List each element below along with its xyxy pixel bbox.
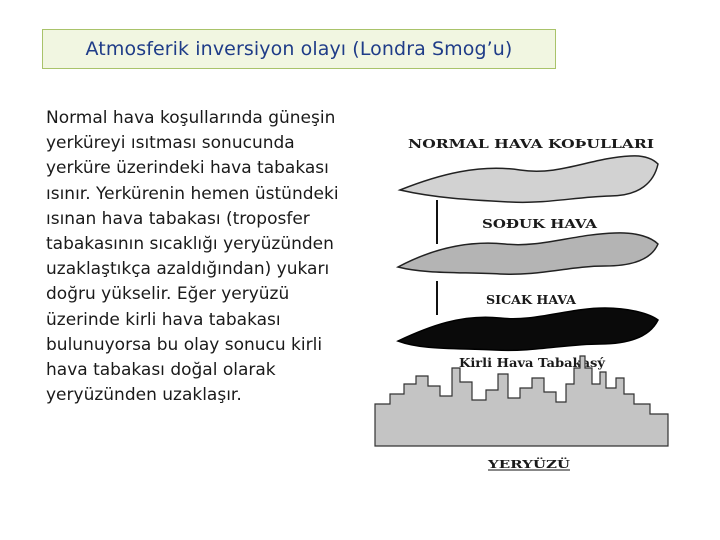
body-line: hava tabakası doğal olarak <box>46 360 276 381</box>
body-line: ısınır. Yerkürenin hemen üstündeki <box>46 183 339 204</box>
body-line: yerküreyi ısıtması sonucunda <box>46 133 295 154</box>
hot-air-label: SICAK HAVA <box>486 293 577 307</box>
body-line: uzaklaştıkça azaldığından) yukarı <box>46 259 330 280</box>
normal-conditions-label: NORMAL HAVA KOÞULLARI <box>408 136 655 151</box>
polluted-air-label: Kirli Hava Tabakasý <box>459 356 607 370</box>
cold-air-layer <box>400 156 658 202</box>
body-line: Normal hava koşullarında güneşin <box>46 108 336 128</box>
body-line: bulunuyorsa bu olay sonucu kirli <box>46 334 323 355</box>
ground-label: YERYÜZÜ <box>486 457 570 471</box>
cold-air-label: SOÐUK HAVA <box>482 217 598 231</box>
body-line: üzerinde kirli hava tabakası <box>46 309 281 330</box>
body-line: ısınan hava tabakası (troposfer <box>46 208 310 229</box>
body-line: yeryüzünden uzaklaşır. <box>46 385 242 406</box>
body-line: yerküre üzerindeki hava tabakası <box>46 158 329 179</box>
body-line: tabakasının sıcaklığı yeryüzünden <box>46 234 334 255</box>
body-line: doğru yükselir. Eğer yeryüzü <box>46 284 290 305</box>
slide-title: Atmosferik inversiyon olayı (Londra Smog’u) <box>85 38 513 60</box>
